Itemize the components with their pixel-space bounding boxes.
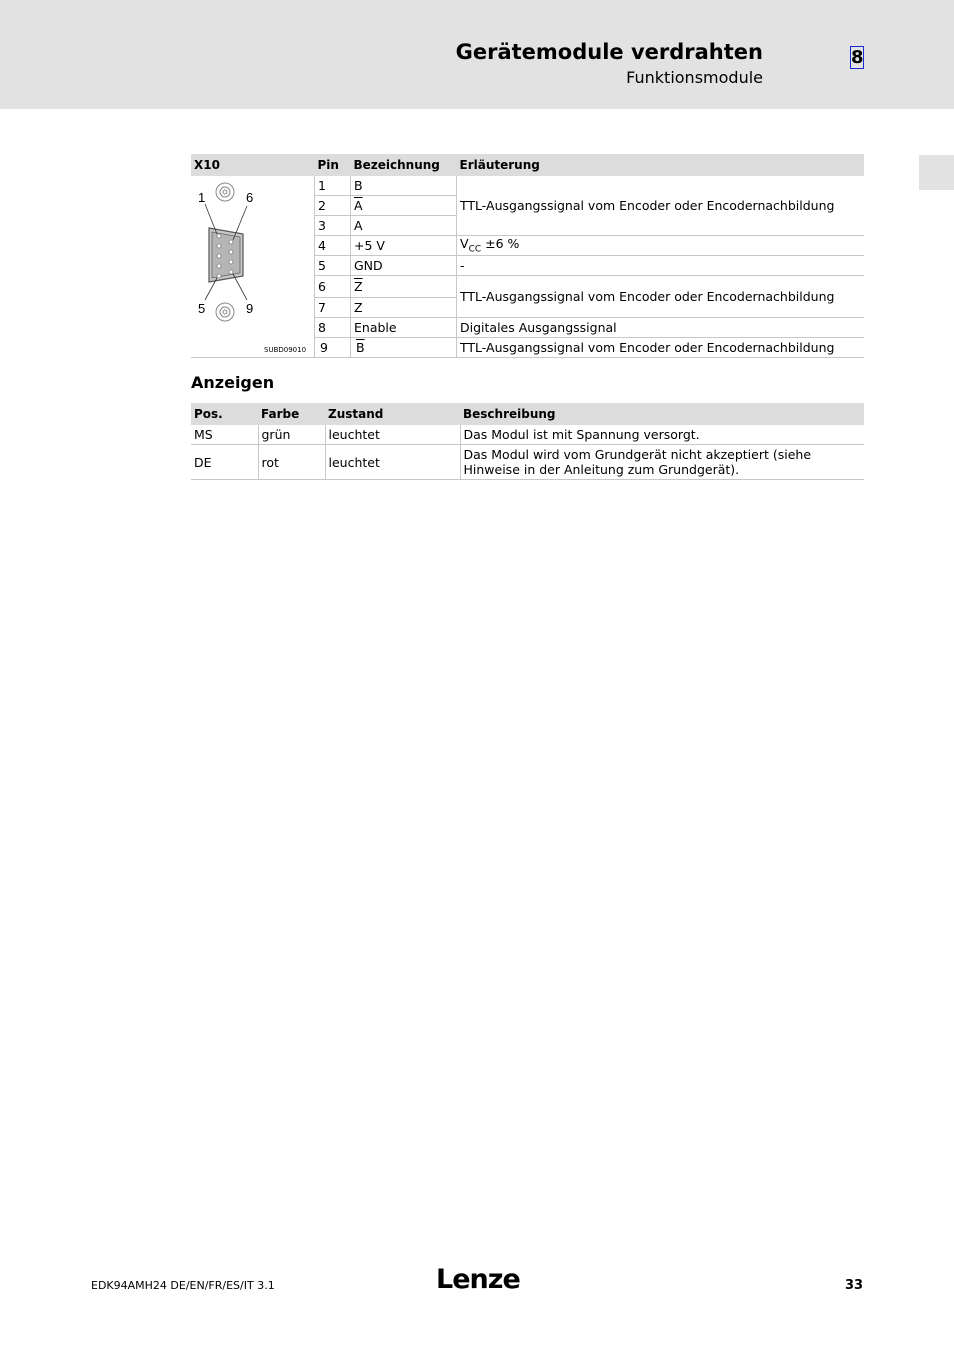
connector-label-1: 1 bbox=[198, 190, 206, 205]
pin-number: 2 bbox=[315, 196, 351, 216]
pin-assignment-table bbox=[191, 154, 864, 358]
vcc-main: V bbox=[460, 236, 469, 252]
col-header-pin: Pin bbox=[315, 154, 351, 176]
pin-number: 3 bbox=[315, 216, 351, 236]
indicator-pos: MS bbox=[191, 425, 258, 445]
pin-name: GND bbox=[351, 256, 457, 276]
table-row bbox=[191, 425, 864, 445]
col-header-x10: X10 bbox=[191, 154, 315, 176]
indicator-table bbox=[191, 403, 864, 480]
pin-number: 7 bbox=[315, 298, 351, 318]
connector-label-6: 6 bbox=[246, 190, 254, 205]
pin-name bbox=[351, 338, 457, 358]
connector-label-9: 9 bbox=[246, 301, 254, 316]
table-header-row bbox=[191, 403, 864, 425]
indicator-color: rot bbox=[258, 445, 325, 480]
pin-number: 4 bbox=[315, 236, 351, 256]
lenze-logo: Lenze bbox=[436, 1264, 520, 1295]
col-header-explanation: Erläuterung bbox=[457, 154, 865, 176]
chapter-number[interactable]: 8 bbox=[851, 47, 864, 68]
pin-explanation: TTL-Ausgangssignal vom Encoder oder Encodernachbildung bbox=[457, 338, 865, 358]
pin-explanation: TTL-Ausgangssignal vom Encoder oder Encodernachbildung bbox=[457, 176, 865, 236]
vcc-sub: CC bbox=[468, 244, 482, 255]
table-header-row bbox=[191, 154, 864, 176]
side-tab bbox=[919, 155, 954, 190]
pin-explanation: - bbox=[457, 256, 865, 276]
table-row bbox=[191, 445, 864, 480]
pin-number: 8 bbox=[315, 318, 351, 338]
pin-name: Z bbox=[351, 298, 457, 318]
page-number: 33 bbox=[845, 1278, 864, 1293]
pin-name: B bbox=[351, 176, 457, 196]
pin-name: A bbox=[351, 216, 457, 236]
pin-name-inverted: $\overline{B}$ bbox=[356, 340, 365, 355]
col-header-state: Zustand bbox=[325, 403, 460, 425]
indicator-pos: DE bbox=[191, 445, 258, 480]
connector-label-5: 5 bbox=[198, 301, 206, 316]
pin-explanation bbox=[457, 236, 865, 256]
table-row bbox=[191, 176, 864, 196]
page-title: Gerätemodule verdrahten bbox=[455, 40, 763, 64]
indicator-description: Das Modul wird vom Grundgerät nicht akzeptiert (siehe Hinweise in der Anleitung zum Grundgerät). bbox=[460, 445, 864, 480]
pin-number: 1 bbox=[315, 176, 351, 196]
pin-name bbox=[351, 276, 457, 298]
pin-name-inverted: $\overline{A}$ bbox=[354, 198, 363, 213]
pin-name-inverted: $\overline{Z}$ bbox=[354, 279, 363, 294]
indicator-state: leuchtet bbox=[325, 425, 460, 445]
col-header-name: Bezeichnung bbox=[351, 154, 457, 176]
pin-name: Enable bbox=[351, 318, 457, 338]
connector-image-cell bbox=[191, 176, 315, 358]
image-code: SUBD09010 bbox=[264, 346, 307, 354]
indicator-color: grün bbox=[258, 425, 325, 445]
pin-number: 9 bbox=[315, 338, 351, 358]
pin-explanation: Digitales Ausgangssignal bbox=[457, 318, 865, 338]
page-subtitle: Funktionsmodule bbox=[626, 68, 763, 87]
pin-number: 5 bbox=[315, 256, 351, 276]
pin-number: 6 bbox=[315, 276, 351, 298]
col-header-pos: Pos. bbox=[191, 403, 258, 425]
pin-explanation: TTL-Ausgangssignal vom Encoder oder Encodernachbildung bbox=[457, 276, 865, 318]
pin-name: +5 V bbox=[351, 236, 457, 256]
col-header-description: Beschreibung bbox=[460, 403, 864, 425]
col-header-color: Farbe bbox=[258, 403, 325, 425]
section-heading-indicators: Anzeigen bbox=[191, 373, 275, 392]
vcc-tolerance: ±6 % bbox=[481, 236, 520, 252]
document-id: EDK94AMH24 DE/EN/FR/ES/IT 3.1 bbox=[91, 1279, 275, 1292]
pin-name bbox=[351, 196, 457, 216]
indicator-description: Das Modul ist mit Spannung versorgt. bbox=[460, 425, 864, 445]
sub-d-connector-image bbox=[191, 176, 314, 354]
indicator-state: leuchtet bbox=[325, 445, 460, 480]
